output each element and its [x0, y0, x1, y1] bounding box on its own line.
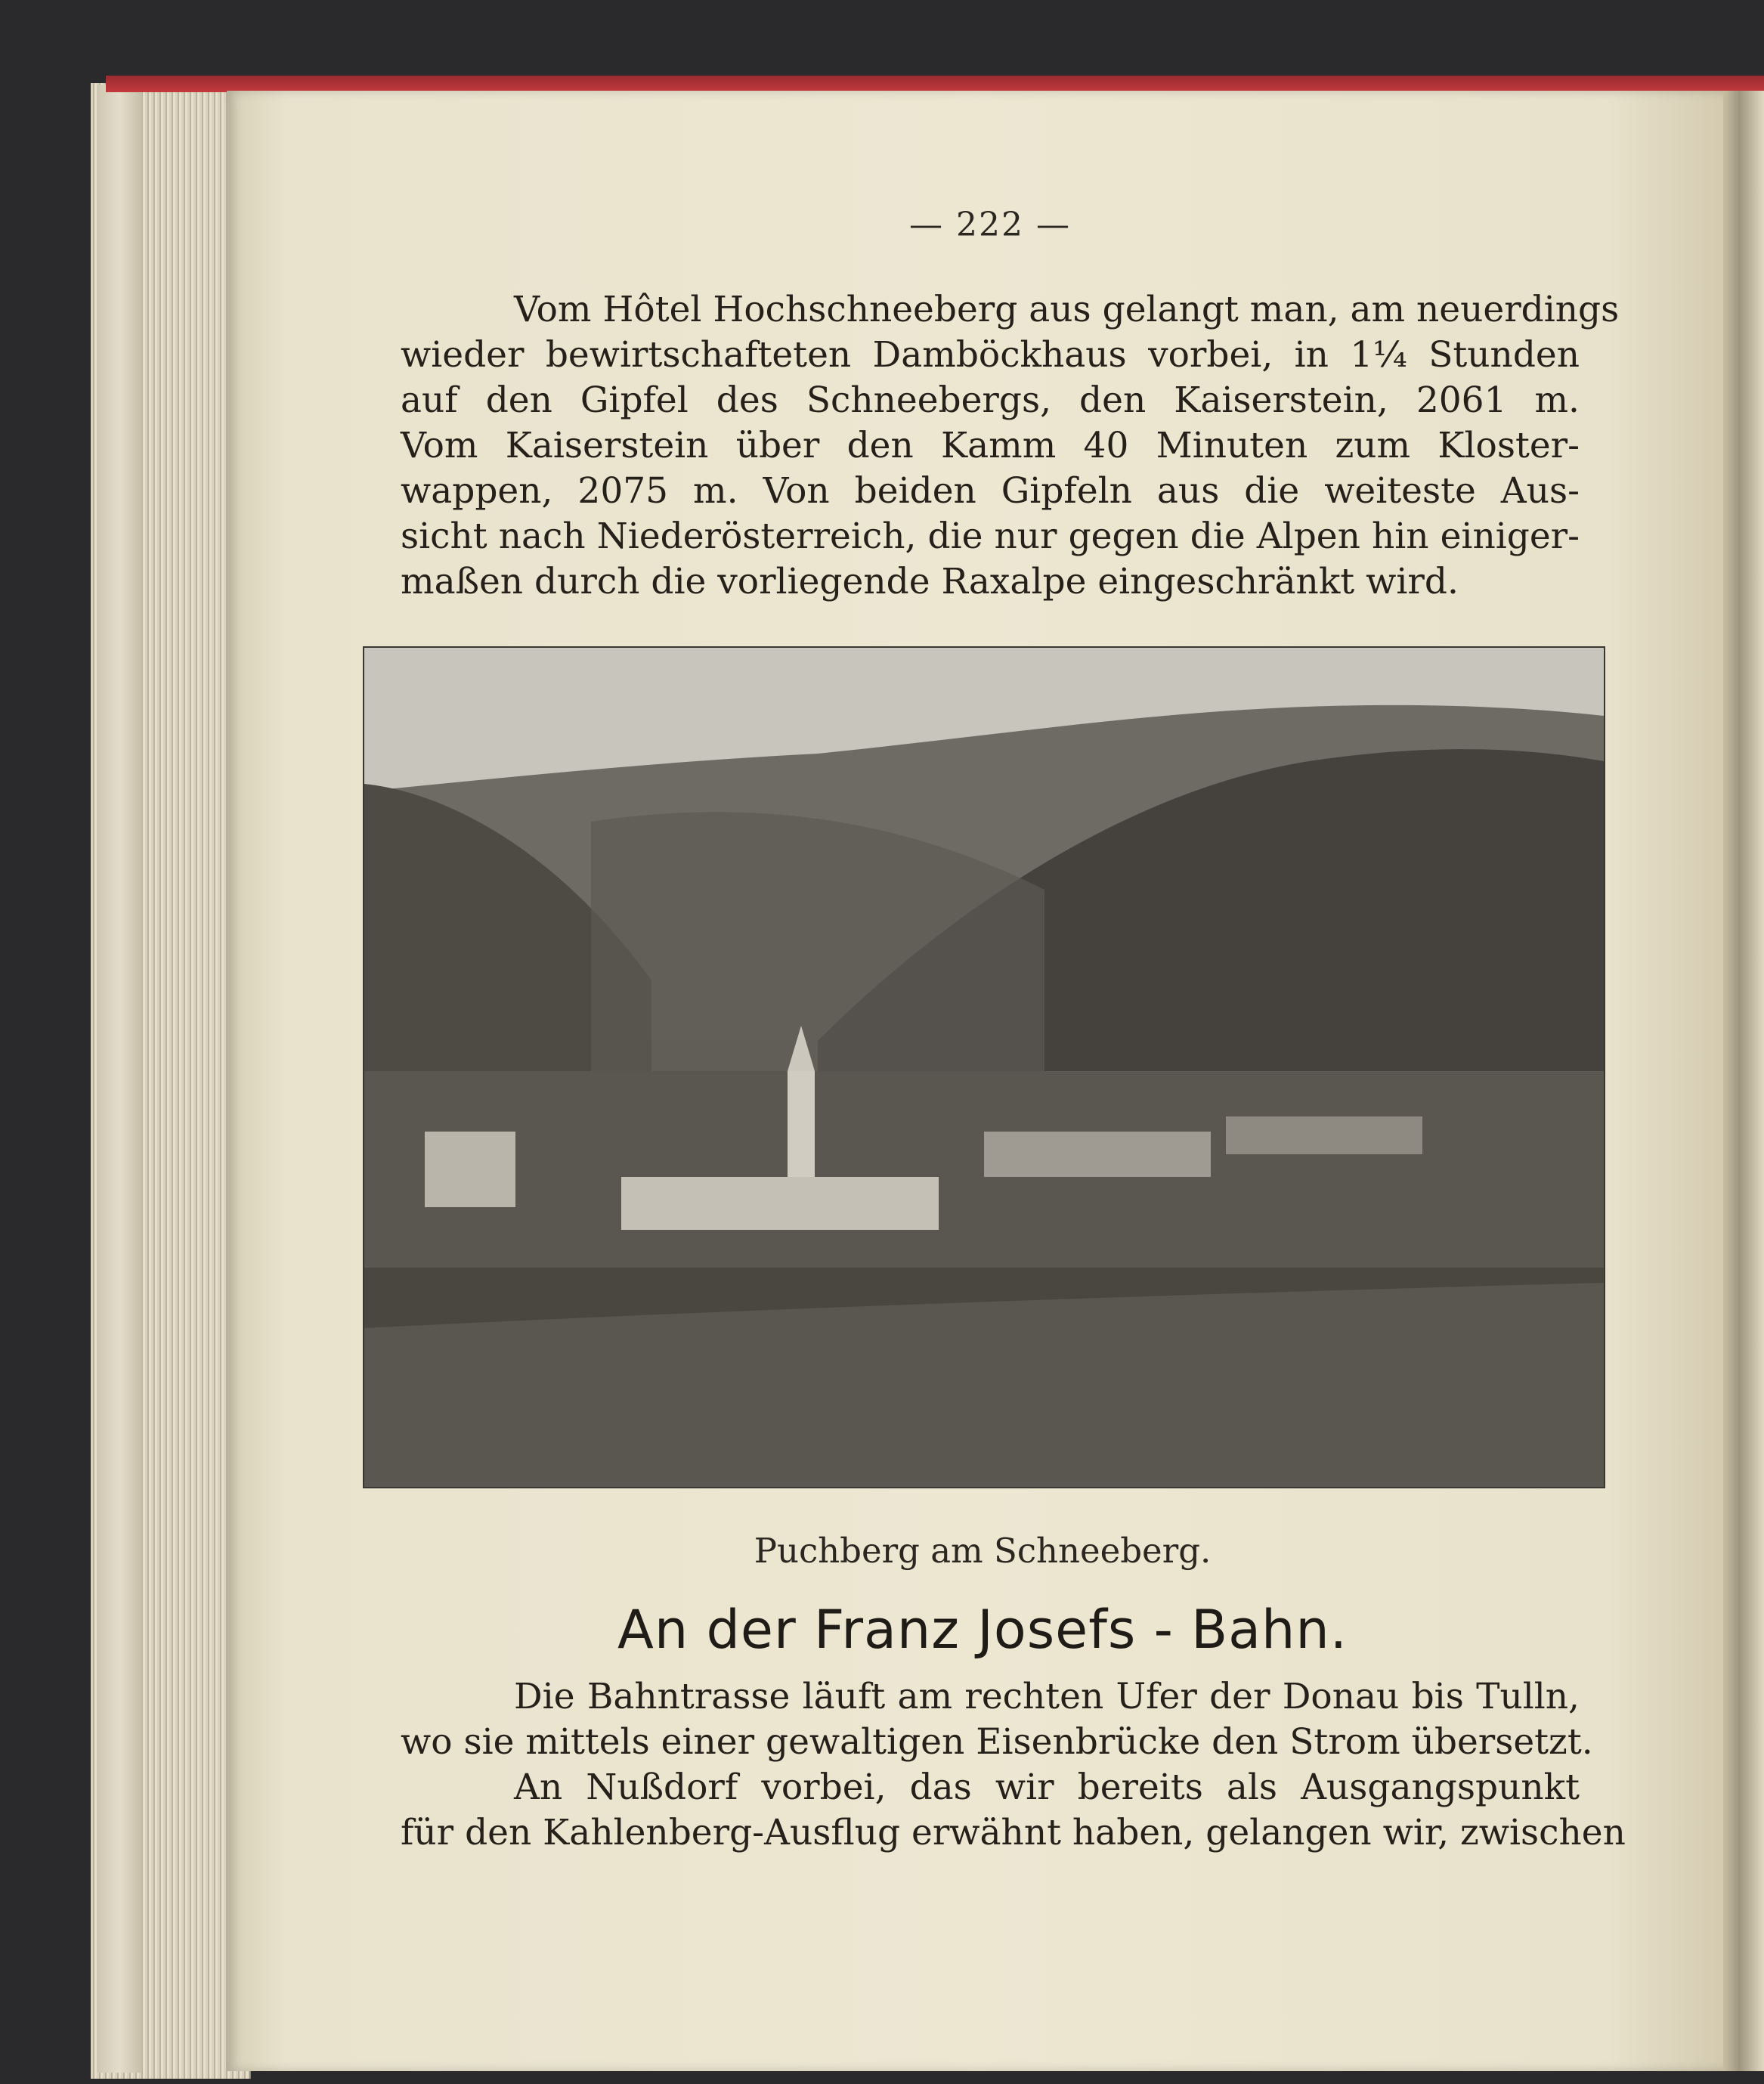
- text-line: wo sie mittels einer gewaltigen Eisenbrücke den Strom übersetzt.: [401, 1721, 1593, 1763]
- text-line: Die Bahntrasse läuft am rechten Ufer der Donau bis Tulln,: [514, 1676, 1580, 1717]
- paragraph-schneeberg: [401, 287, 1620, 605]
- text-line: wappen, 2075 m. Von beiden Gipfeln aus die weiteste Aus-: [401, 470, 1580, 512]
- text-line: maßen durch die vorliegende Raxalpe eingeschränkt wird.: [401, 561, 1459, 602]
- text-line: für den Kahlenberg-Ausflug erwähnt haben, gelangen wir, zwischen: [401, 1812, 1626, 1853]
- paragraph-franz-josefs-bahn: [401, 1674, 1626, 1856]
- text-line: auf den Gipfel des Schneebergs, den Kaiserstein, 2061 m.: [401, 379, 1580, 421]
- landscape-illustration: [364, 648, 1604, 1487]
- page-gutter: [1723, 91, 1764, 2071]
- text-line: Vom Kaiserstein über den Kamm 40 Minuten zum Kloster-: [401, 425, 1580, 466]
- photo-caption: Puchberg am Schneeberg.: [754, 1531, 1212, 1571]
- book-cover-edge: [97, 85, 142, 2073]
- text-line: wieder bewirtschafteten Damböckhaus vorbei, in 1¼ Stunden: [401, 334, 1580, 376]
- text-line: sicht nach Niederösterreich, die nur gegen die Alpen hin einiger-: [401, 516, 1580, 557]
- red-top-edge: [106, 76, 1764, 92]
- text-line: Vom Hôtel Hochschneeberg aus gelangt man, am neuerdings: [514, 289, 1620, 330]
- page-number: — 222 —: [909, 206, 1071, 244]
- text-line: An Nußdorf vorbei, das wir bereits als Ausgangspunkt: [514, 1767, 1580, 1808]
- section-heading: An der Franz Josefs - Bahn.: [617, 1599, 1348, 1661]
- photo-puchberg: [363, 646, 1605, 1488]
